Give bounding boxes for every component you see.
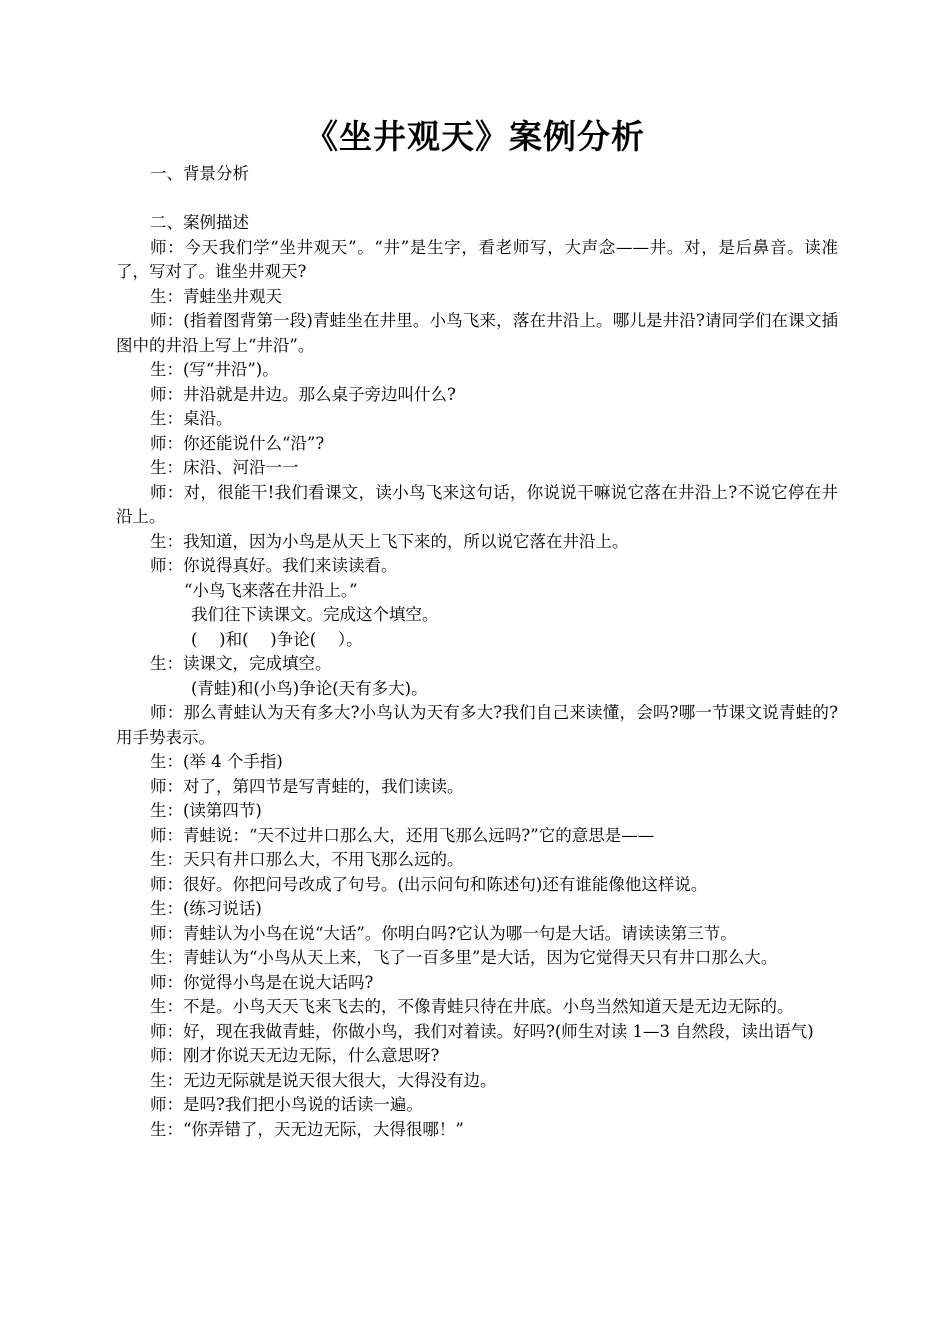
dialogue-line: 生：(读第四节)	[150, 801, 262, 820]
dialogue-line: 师：青蛙说：“天不过井口那么大，还用飞那么远吗?”它的意思是——	[150, 825, 655, 845]
dialogue-line: 生：无边无际就是说天很大很大，大得没有边。	[150, 1070, 497, 1090]
quoted-sentence: “小鸟飞来落在井沿上。”	[184, 580, 358, 600]
fill-in-answer: (青蛙)和(小鸟)争论(天有多大)。	[191, 678, 428, 698]
dialogue-line: 师：对，很能干!我们看课文，读小鸟飞来这句话，你说说干嘛说它落在井沿上?不说它停在井沿上。	[116, 482, 838, 526]
dialogue-line: 生：不是。小鸟天天飞来飞去的，不像青蛙只待在井底。小鸟当然知道天是无边无际的。	[150, 997, 794, 1016]
dialogue-line: 生：床沿、河沿一一	[150, 458, 299, 477]
dialogue-line: 师：井沿就是井边。那么桌子旁边叫什么?	[150, 384, 456, 404]
page-title: 《坐井观天》案例分析	[305, 117, 645, 156]
dialogue-line: 师：你觉得小鸟是在说大话吗?	[150, 972, 374, 992]
fill-in-blank: ( )和( )争论( ）。	[191, 629, 363, 649]
dialogue-line: 师：今天我们学“坐井观天”。“井”是生字，看老师写，大声念——井。对，是后鼻音。读准了，写对了。谁坐井观天?	[116, 237, 838, 281]
dialogue-line: 生：(写“井沿”)。	[150, 360, 279, 379]
dialogue-line: 师：刚才你说天无边无际，什么意思呀?	[150, 1046, 440, 1065]
dialogue-line: 生：(举 4 个手指)	[150, 752, 283, 771]
dialogue-line: 师：很好。你把问号改成了句号。(出示问句和陈述句)还有谁能像他这样说。	[150, 874, 708, 894]
dialogue-line: 师：(指着图背第一段)青蛙坐在井里。小鸟飞来，落在井沿上。哪儿是井沿?请同学们在课文插图中的井沿上写上“井沿”。	[116, 311, 838, 355]
dialogue-line: 生：桌沿。	[150, 409, 233, 428]
dialogue-line: 生：青蛙认为“小鸟从天上来，飞了一百多里”是大话，因为它觉得天只有井口那么大。	[150, 948, 778, 967]
dialogue-line: 生：“你弄错了，天无边无际，大得很哪！”	[150, 1119, 464, 1139]
dialogue-line: 生：读课文，完成填空。	[150, 654, 332, 673]
blank-line	[116, 187, 838, 212]
dialogue-line: 生：(练习说话)	[150, 899, 262, 918]
document-body	[116, 162, 838, 1142]
section-heading: 二、案例描述	[150, 213, 249, 232]
dialogue-line: 师：那么青蛙认为天有多大?小鸟认为天有多大?我们自己来读懂，会吗?哪一节课文说青蛙的?用手势表示。	[116, 703, 838, 747]
dialogue-line: 生：我知道，因为小鸟是从天上飞下来的，所以说它落在井沿上。	[150, 531, 629, 551]
dialogue-line: 生：青蛙坐井观天	[150, 286, 282, 306]
instruction-line: 我们往下读课文。完成这个填空。	[191, 605, 439, 624]
dialogue-line: 师：你说得真好。我们来读读看。	[150, 556, 398, 575]
dialogue-line: 师：好，现在我做青蛙，你做小鸟，我们对着读。好吗?(师生对读 1—3 自然段，读出语气)	[150, 1021, 814, 1041]
section-heading: 一、背景分析	[150, 164, 249, 183]
dialogue-line: 生：天只有井口那么大，不用飞那么远的。	[150, 850, 464, 869]
dialogue-line: 师：对了，第四节是写青蛙的，我们读读。	[150, 776, 464, 796]
dialogue-line: 师：是吗?我们把小鸟说的话读一遍。	[150, 1095, 423, 1114]
dialogue-line: 师：你还能说什么“沿”?	[150, 433, 325, 453]
dialogue-line: 师：青蛙认为小鸟在说“大话”。你明白吗?它认为哪一句是大话。请读读第三节。	[150, 923, 737, 943]
